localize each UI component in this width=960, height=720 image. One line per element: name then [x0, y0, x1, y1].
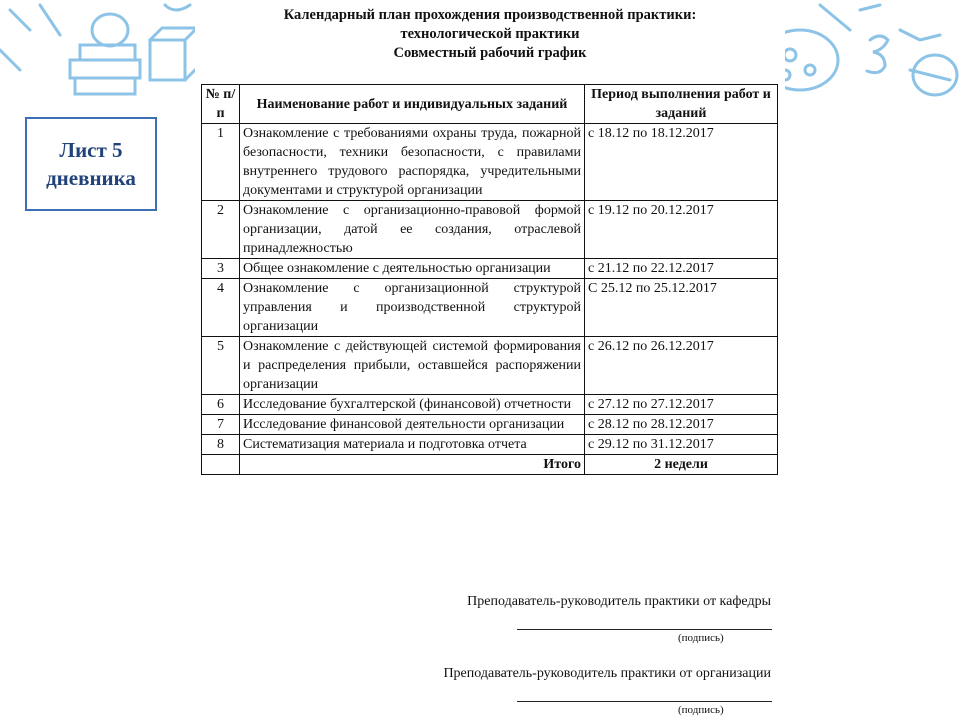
row-work: Исследование финансовой деятельности организации [240, 415, 585, 435]
total-label: Итого [240, 455, 585, 475]
title-line-2: технологической практики [400, 26, 580, 42]
row-period: с 27.12 по 27.12.2017 [585, 395, 778, 415]
org-supervisor-label: Преподаватель-руководитель практики от организации [443, 666, 771, 681]
row-work: Ознакомление с требованиями охраны труда, пожарной безопасности, техники безопасности, с правилами внутреннего трудового распорядка, учредительными документами и структурой организации [240, 124, 585, 201]
row-number: 4 [202, 279, 240, 337]
schedule-table [201, 84, 778, 475]
table-row [202, 124, 778, 201]
row-number: 5 [202, 337, 240, 395]
header-number: № п/п [202, 85, 240, 124]
table-row [202, 435, 778, 455]
row-period: С 25.12 по 25.12.2017 [585, 279, 778, 337]
row-period: с 28.12 по 28.12.2017 [585, 415, 778, 435]
row-number: 3 [202, 259, 240, 279]
total-value: 2 недели [585, 455, 778, 475]
document-title [195, 6, 785, 63]
table-row [202, 337, 778, 395]
table-row [202, 259, 778, 279]
header-period: Период выполнения работ и заданий [585, 85, 778, 124]
table-row [202, 395, 778, 415]
org-signature-hint: (подпись) [678, 704, 724, 716]
slide-label-line-2: дневника [46, 166, 136, 190]
dept-supervisor-label: Преподаватель-руководитель практики от кафедры [467, 594, 771, 609]
row-work: Ознакомление с организационно-правовой формой организации, датой ее создания, отраслевой принадлежностью [240, 201, 585, 259]
title-line-3: Совместный рабочий график [393, 45, 587, 61]
table-header-row [202, 85, 778, 124]
table-row [202, 201, 778, 259]
table-row [202, 415, 778, 435]
row-work: Общее ознакомление с деятельностью организации [240, 259, 585, 279]
table-row [202, 279, 778, 337]
row-number: 7 [202, 415, 240, 435]
title-line-1: Календарный план прохождения производственной практики: [283, 7, 697, 23]
row-period: с 26.12 по 26.12.2017 [585, 337, 778, 395]
row-number: 2 [202, 201, 240, 259]
row-work: Систематизация материала и подготовка отчета [240, 435, 585, 455]
slide-label-box [25, 117, 157, 211]
row-period: с 18.12 по 18.12.2017 [585, 124, 778, 201]
row-number: 6 [202, 395, 240, 415]
slide-label-line-1: Лист 5 [59, 138, 123, 162]
row-work: Ознакомление с действующей системой формирования и распределения прибыли, оставшейся распоряжении организации [240, 337, 585, 395]
total-empty-cell [202, 455, 240, 475]
dept-signature-line [517, 629, 772, 630]
row-period: с 19.12 по 20.12.2017 [585, 201, 778, 259]
row-period: с 29.12 по 31.12.2017 [585, 435, 778, 455]
dept-signature-hint: (подпись) [678, 632, 724, 644]
row-number: 8 [202, 435, 240, 455]
table-total-row [202, 455, 778, 475]
org-signature-line [517, 701, 772, 702]
header-work: Наименование работ и индивидуальных заданий [240, 85, 585, 124]
row-work: Ознакомление с организационной структурой управления и производственной структурой организации [240, 279, 585, 337]
row-work: Исследование бухгалтерской (финансовой) отчетности [240, 395, 585, 415]
row-number: 1 [202, 124, 240, 201]
row-period: с 21.12 по 22.12.2017 [585, 259, 778, 279]
